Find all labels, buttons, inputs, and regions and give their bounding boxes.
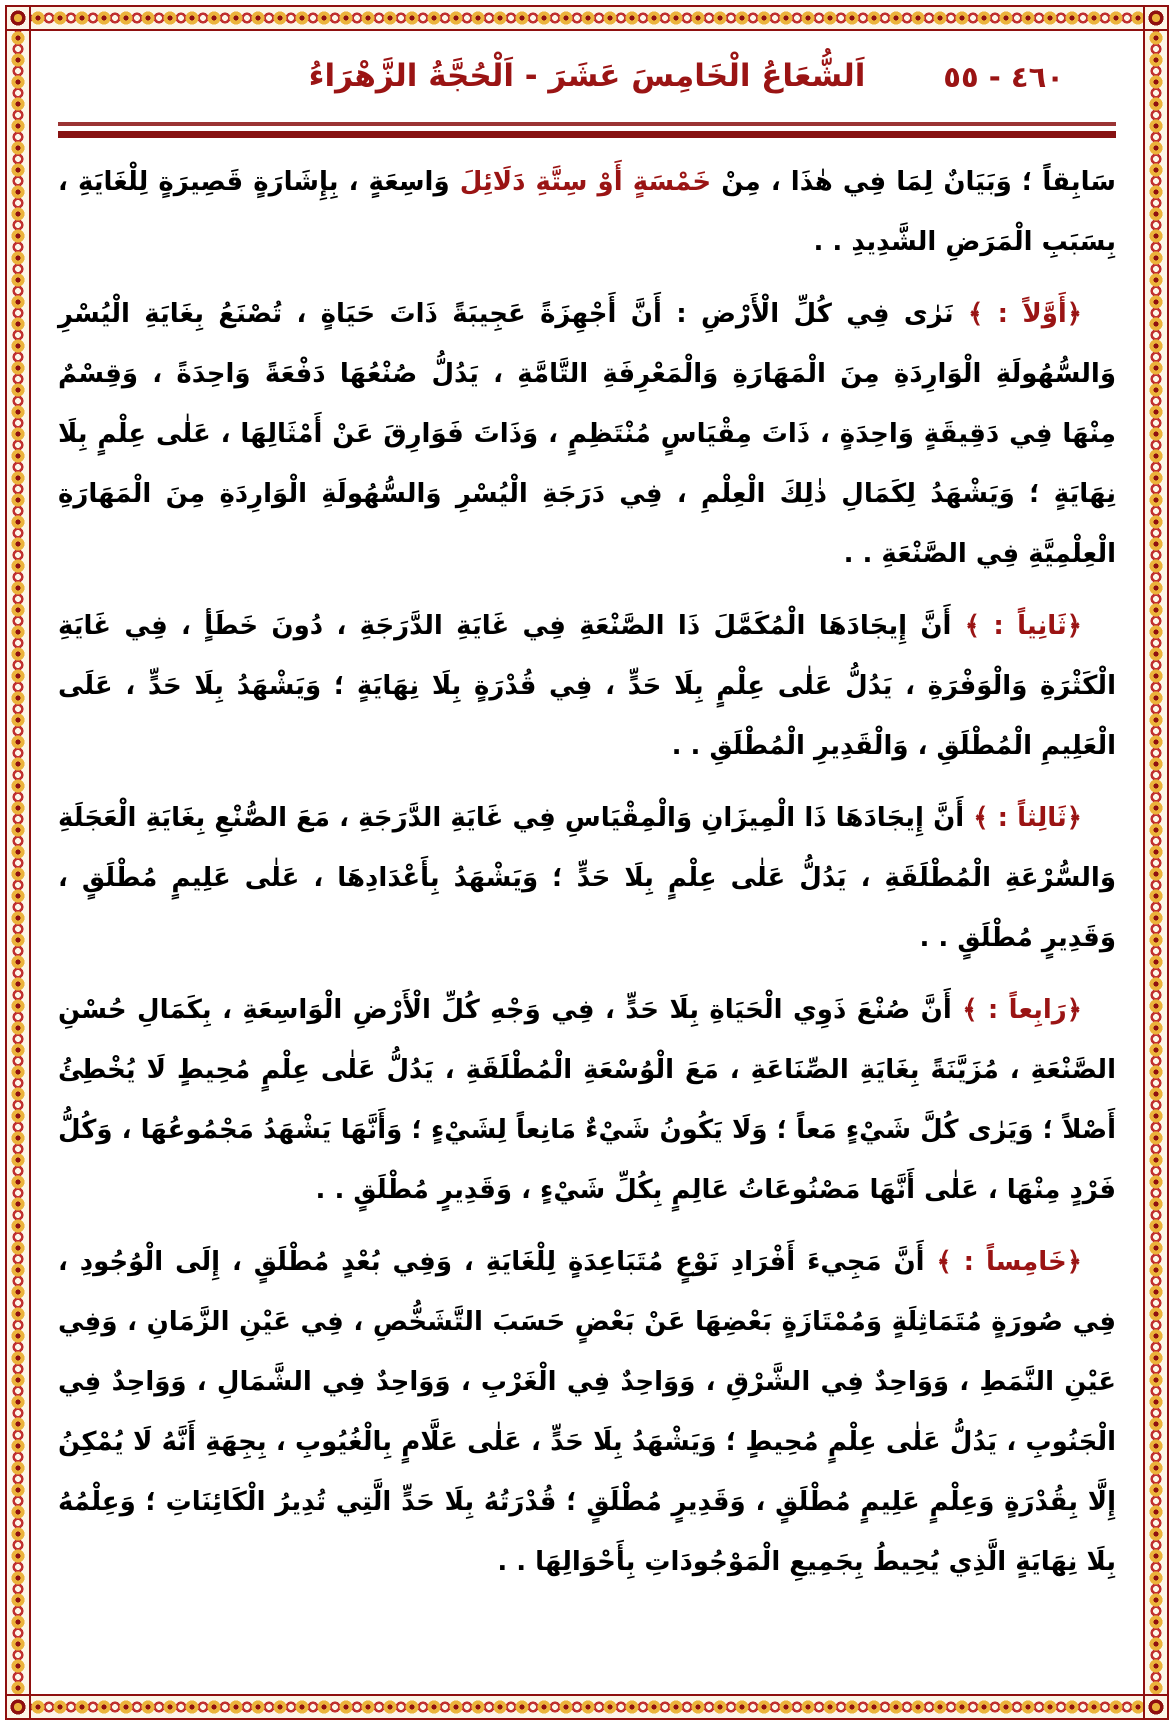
page-content (58, 44, 1116, 1685)
page-header (58, 44, 1116, 110)
paragraph (58, 980, 1116, 1220)
body-run: أَنَّ مَجِيءَ أَفْرَادِ نَوْعٍ مُتَبَاعِدَةٍ لِلْغَايَةِ ، وَفِي بُعْدٍ مُطْلَقٍ ، إِلَى الْوُجُودِ ، فِي صُورَةٍ مُتَمَاثِلَةٍ وَمُمْتَازَةٍ بَعْضِهَا عَنْ بَعْضٍ حَسَبَ التَّشَخُّصِ ، فِي عَيْنِ الزَّمَانِ ، وَفِي عَيْنِ النَّمَطِ ، وَوَاحِدٌ فِي الشَّرْقِ ، وَوَاحِدٌ فِي الْغَرْبِ ، وَوَاحِدٌ فِي الشَّمَالِ ، وَوَاحِدٌ فِي الْجَنُوبِ ، يَدُلُّ عَلٰى عِلْمٍ مُحِيطٍ ؛ وَيَشْهَدُ بِلَا حَدٍّ ، عَلٰى عَلَّامٍ بِالْغُيُوبِ ، بِجِهَةِ أَنَّهُ لَا يُمْكِنُ إِلَّا بِقُدْرَةٍ وَعِلْمٍ عَلِيمٍ مُطْلَقٍ ، وَقَدِيرٍ مُطْلَقٍ ؛ قُدْرَتُهُ بِلَا حَدٍّ الَّتِي تُدِيرُ الْكَائِنَاتِ ؛ وَعِلْمُهُ بِلَا نِهَايَةٍ الَّذِي يُحِيطُ بِجَمِيعِ الْمَوْجُودَاتِ بِأَحْوَالِهَا . . (58, 1247, 1116, 1577)
paragraph (58, 284, 1116, 584)
ornamental-border-top (5, 5, 1169, 31)
body-run: وَاسِعَةٍ ، بِإِشَارَةٍ قَصِيرَةٍ لِلْغَايَةِ ، بِسَبَبِ الْمَرَضِ الشَّدِيدِ . . (58, 167, 1116, 257)
body-run: أَنَّ إِيجَادَهَا ذَا الْمِيزَانِ وَالْمِقْيَاسِ فِي غَايَةِ الدَّرَجَةِ ، مَعَ الصُّنْعِ بِغَايَةِ الْعَجَلَةِ وَالسُّرْعَةِ الْمُطْلَقَةِ ، يَدُلُّ عَلٰى عِلْمٍ بِلَا حَدٍّ ؛ وَيَشْهَدُ بِأَعْدَادِهَا ، عَلٰى عَلِيمٍ مُطْلَقٍ ، وَقَدِيرٍ مُطْلَقٍ . . (58, 803, 1116, 953)
border-corner-top-right (1143, 5, 1169, 31)
body-run: نَرٰى فِي كُلِّ الْأَرْضِ : أَنَّ أَجْهِزَةً عَجِيبَةً ذَاتَ حَيَاةٍ ، تُصْنَعُ بِغَايَةِ الْيُسْرِ وَالسُّهُولَةِ الْوَارِدَةِ مِنَ الْمَهَارَةِ وَالْمَعْرِفَةِ التَّامَّةِ ، يَدُلُّ صُنْعُهَا دَفْعَةً وَاحِدَةً ، وَقِسْمٌ مِنْهَا فِي دَقِيقَةٍ وَاحِدَةٍ ، ذَاتَ مِقْيَاسٍ مُنْتَظِمٍ ، وَذَاتَ فَوَارِقَ عَنْ أَمْثَالِهَا ، عَلٰى عِلْمٍ بِلَا نِهَايَةٍ ؛ وَيَشْهَدُ لِكَمَالِ ذٰلِكَ الْعِلْمِ ، فِي دَرَجَةِ الْيُسْرِ وَالسُّهُولَةِ الْوَارِدَةِ مِنَ الْمَهَارَةِ الْعِلْمِيَّةِ فِي الصَّنْعَةِ . . (58, 299, 1116, 569)
emphasis-red-text: ﴿خَامِساً : ﴾ (936, 1247, 1082, 1277)
paragraph (58, 788, 1116, 968)
header-rule (58, 122, 1116, 138)
emphasis-red-text: خَمْسَةٍ أَوْ سِتَّةِ دَلَائِلَ (459, 167, 712, 197)
ornamental-border-left (5, 5, 31, 1720)
paragraph (58, 1232, 1116, 1592)
border-corner-top-left (5, 5, 31, 31)
header-rule-thin-line (58, 122, 1116, 126)
border-corner-bottom-left (5, 1694, 31, 1720)
body-run: أَنَّ إِيجَادَهَا الْمُكَمَّلَ ذَا الصَّنْعَةِ فِي غَايَةِ الدَّرَجَةِ ، دُونَ خَطَأٍ ، فِي غَايَةِ الْكَثْرَةِ وَالْوَفْرَةِ ، يَدُلُّ عَلٰى عِلْمٍ بِلَا حَدٍّ ، فِي قُدْرَةٍ بِلَا نِهَايَةٍ ؛ وَيَشْهَدُ بِلَا حَدٍّ ، عَلَى الْعَلِيمِ الْمُطْلَقِ ، وَالْقَدِيرِ الْمُطْلَقِ . . (58, 611, 1116, 761)
emphasis-red-text: ﴿ثَانِياً : ﴾ (964, 611, 1082, 641)
border-corner-bottom-right (1143, 1694, 1169, 1720)
header-rule-thick-line (58, 131, 1116, 138)
body-run: أَنَّ صُنْعَ ذَوِي الْحَيَاةِ بِلَا حَدٍّ ، فِي وَجْهِ كُلِّ الْأَرْضِ الْوَاسِعَةِ ، بِكَمَالِ حُسْنِ الصَّنْعَةِ ، مُزَيَّنَةً بِغَايَةِ الصِّنَاعَةِ ، مَعَ الْوُسْعَةِ الْمُطْلَقَةِ ، يَدُلُّ عَلٰى عِلْمٍ مُحِيطٍ لَا يُخْطِئُ أَصْلاً ؛ وَيَرٰى كُلَّ شَيْءٍ مَعاً ؛ وَلَا يَكُونُ شَيْءٌ مَانِعاً لِشَيْءٍ ؛ وَأَنَّهَا يَشْهَدُ مَجْمُوعُهَا ، وَكُلُّ فَرْدٍ مِنْهَا ، عَلٰى أَنَّهَا مَصْنُوعَاتُ عَالِمٍ بِكُلِّ شَيْءٍ ، وَقَدِيرٍ مُطْلَقٍ . . (58, 995, 1116, 1205)
paragraph (58, 152, 1116, 272)
paragraph (58, 596, 1116, 776)
page-number: ٤٦٠ - ٥٥ (943, 60, 1064, 94)
emphasis-red-text: ﴿رَابِعاً : ﴾ (962, 995, 1082, 1025)
ornamental-border-bottom (5, 1694, 1169, 1720)
page-title: اَلشُّعَاعُ الْخَامِسَ عَشَرَ - اَلْحُجَّةُ الزَّهْرَاءُ (308, 58, 866, 94)
ornamental-border-right (1143, 5, 1169, 1720)
body-text (58, 152, 1116, 1592)
body-run: سَابِقاً ؛ وَبَيَانٌ لِمَا فِي هٰذَا ، مِنْ (711, 167, 1116, 197)
emphasis-red-text: ﴿أَوَّلاً : ﴾ (968, 299, 1082, 329)
emphasis-red-text: ﴿ثَالِثاً : ﴾ (973, 803, 1082, 833)
